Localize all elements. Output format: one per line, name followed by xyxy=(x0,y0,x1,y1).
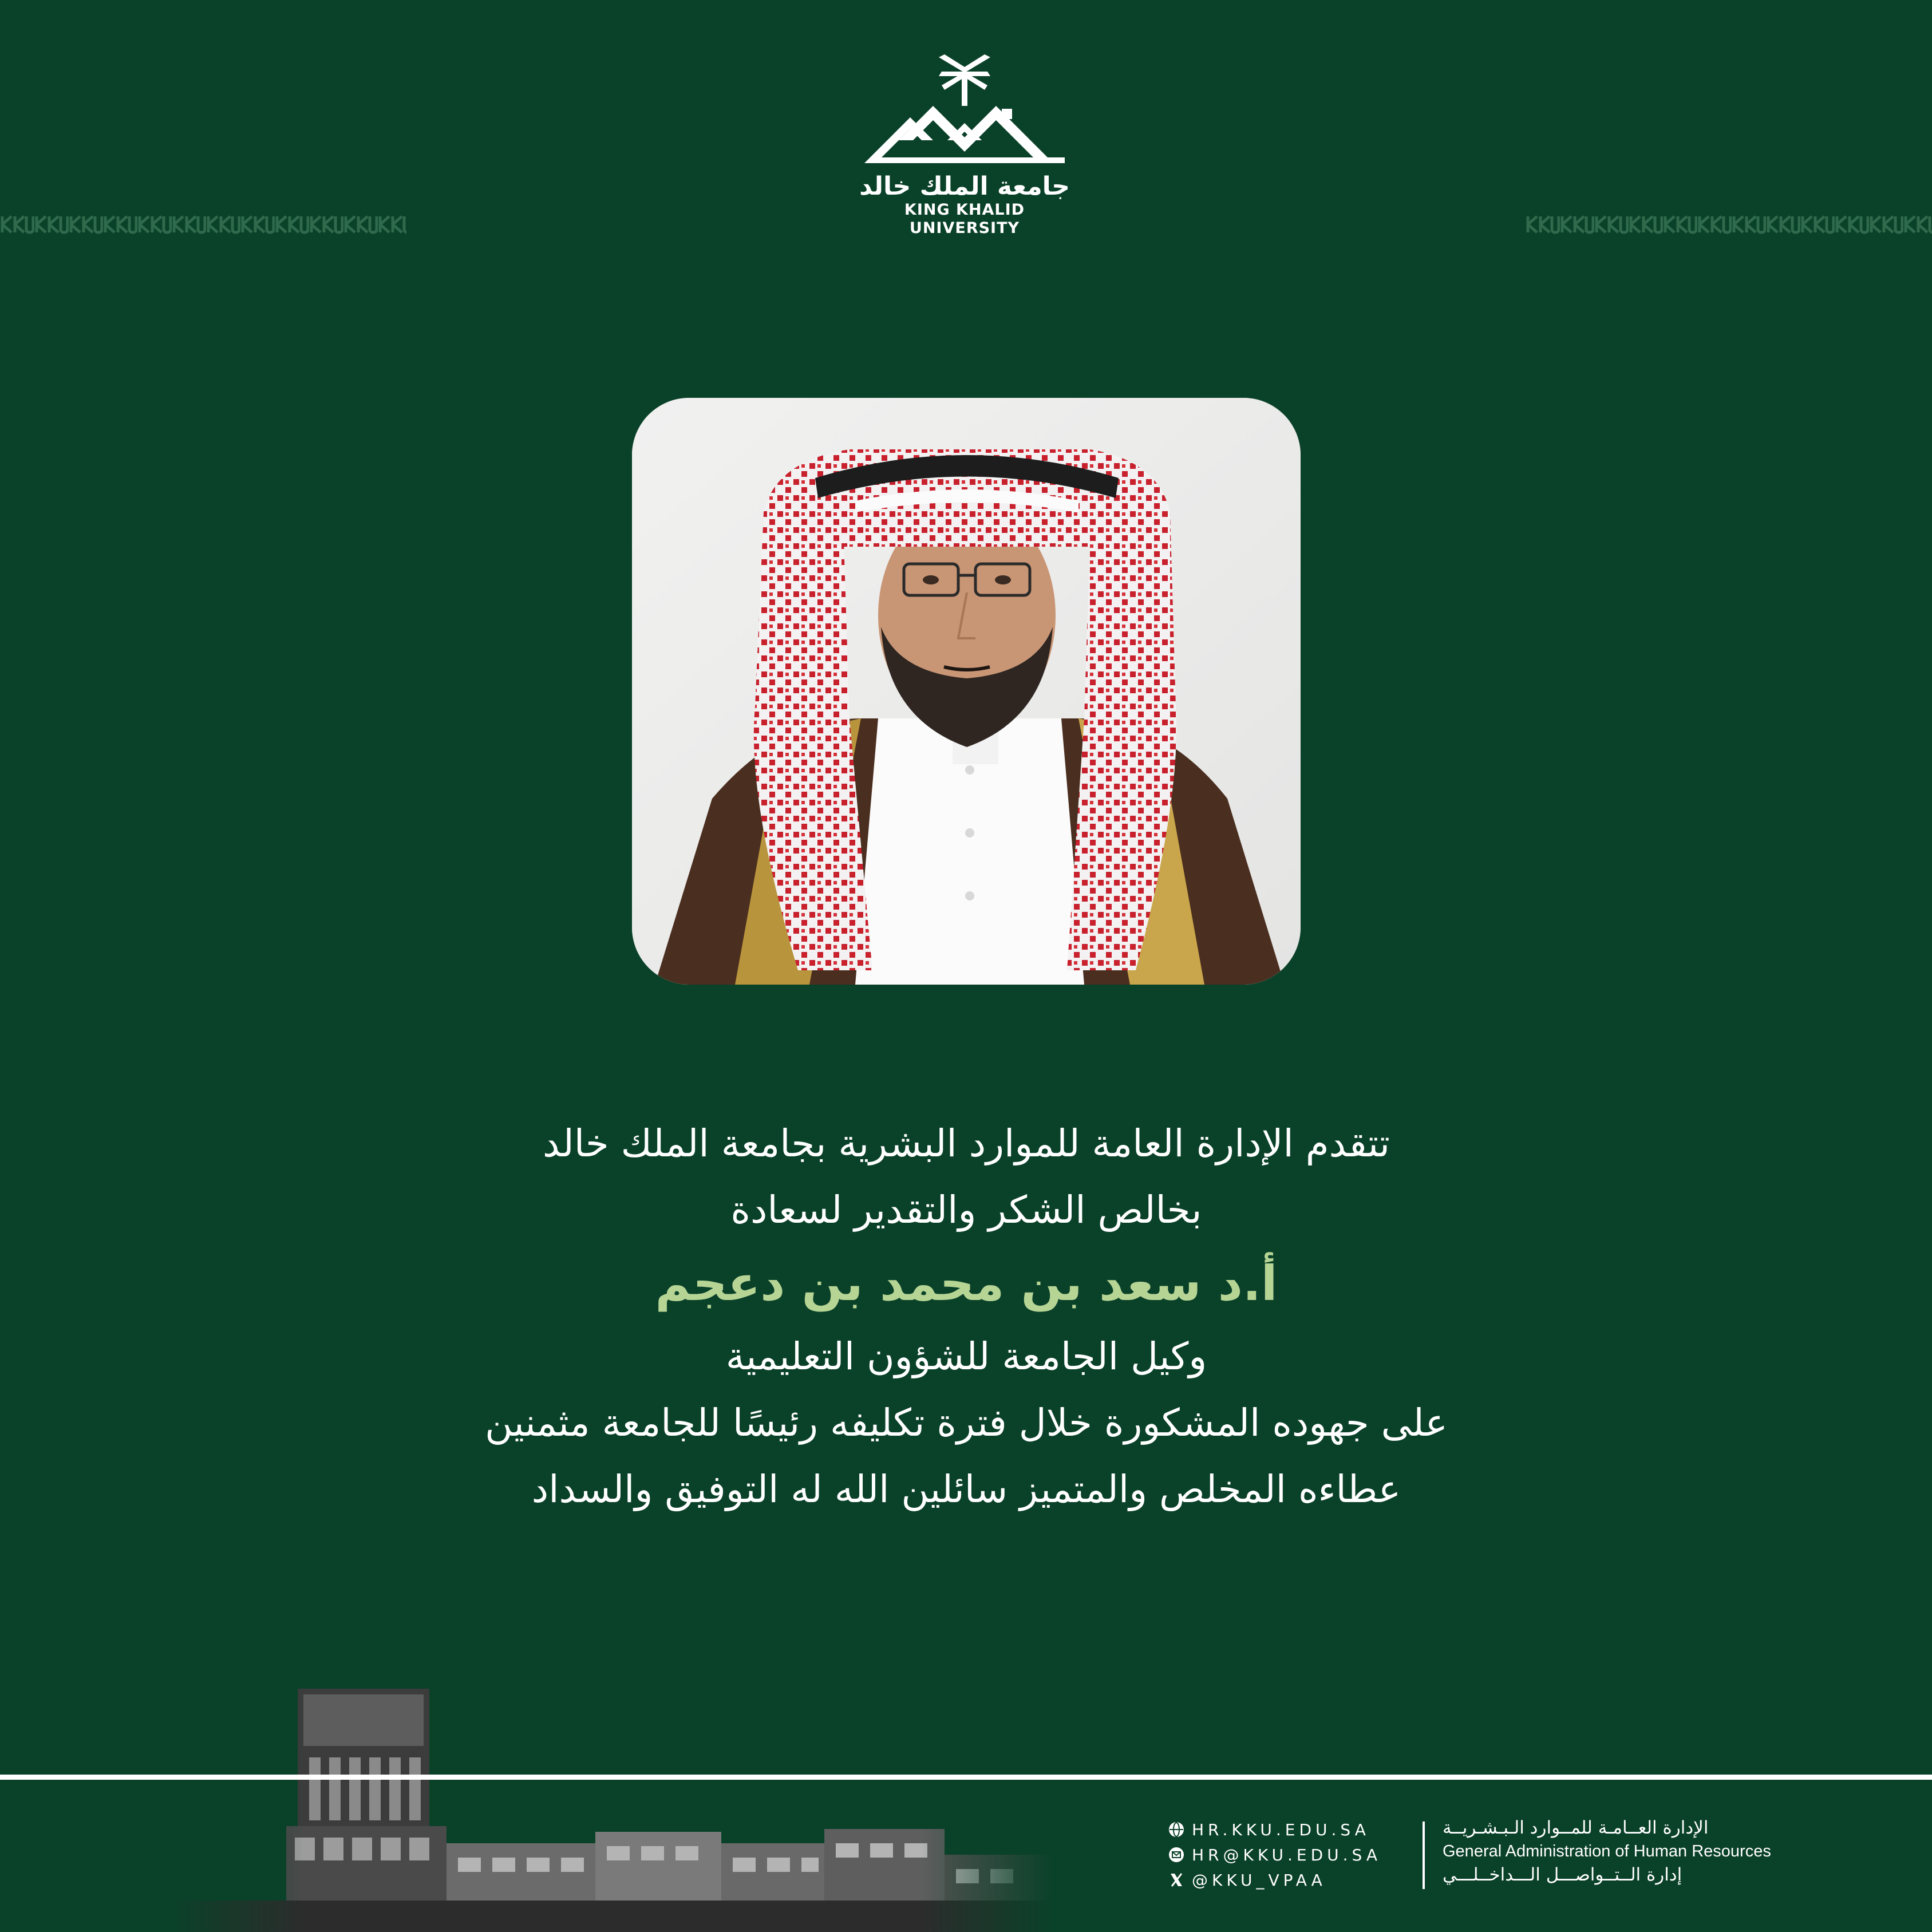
logo-arabic-name: جامعة الملك خالد xyxy=(859,172,1070,201)
department-block xyxy=(1443,1816,1797,1887)
contact-list xyxy=(1168,1818,1414,1893)
dept-arabic-hr: الإدارة العــامـة للمــوارد الـبـشـريــة xyxy=(1443,1818,1709,1838)
email-icon xyxy=(1168,1846,1185,1863)
contact-website-text: HR.KKU.EDU.SA xyxy=(1192,1820,1370,1839)
contact-x-account[interactable] xyxy=(1168,1868,1414,1892)
message-line-1: تتقدم الإدارة العامة للموارد البشرية بجامعة الملك خالد xyxy=(543,1121,1390,1165)
message-line-5: عطاءه المخلص والمتميز سائلين الله له التوفيق والسداد xyxy=(531,1467,1401,1511)
campus-building-illustration xyxy=(172,1672,1053,1932)
logo-english-name: KING KHALID UNIVERSITY xyxy=(904,201,1025,237)
contact-email-text: HR@KKU.EDU.SA xyxy=(1192,1845,1381,1864)
dept-arabic-internal-comm: إدارة الــتــواصـــل الـــداخــلـــي xyxy=(1443,1864,1682,1885)
person-portrait-icon xyxy=(632,398,1301,985)
message-line-3: وكيل الجامعة للشؤون التعليمية xyxy=(725,1334,1207,1378)
globe-icon xyxy=(1168,1821,1185,1838)
footer-divider-line xyxy=(0,1775,1932,1780)
contact-website[interactable] xyxy=(1168,1818,1414,1842)
pattern-band-right xyxy=(1526,214,1932,235)
palm-logo-icon xyxy=(859,54,1070,169)
contact-email[interactable] xyxy=(1168,1843,1414,1867)
portrait-photo xyxy=(632,398,1301,985)
contact-x-text: @KKU_VPAA xyxy=(1192,1870,1326,1890)
message-line-4: على جهوده المشكورة خلال فترة تكليفه رئيسًا للجامعة مثمنين xyxy=(485,1401,1448,1445)
university-logo xyxy=(859,54,1070,238)
dept-english-hr: General Administration of Human Resources xyxy=(1443,1842,1771,1860)
message-line-2: بخالص الشكر والتقدير لسعادة xyxy=(730,1188,1202,1232)
appreciation-message xyxy=(343,1111,1589,1523)
x-icon xyxy=(1168,1871,1185,1888)
footer-vertical-divider xyxy=(1423,1822,1425,1889)
honoree-name: أ.د سعد بن محمد بن دعجم xyxy=(655,1255,1278,1311)
pattern-band-left xyxy=(0,214,406,235)
